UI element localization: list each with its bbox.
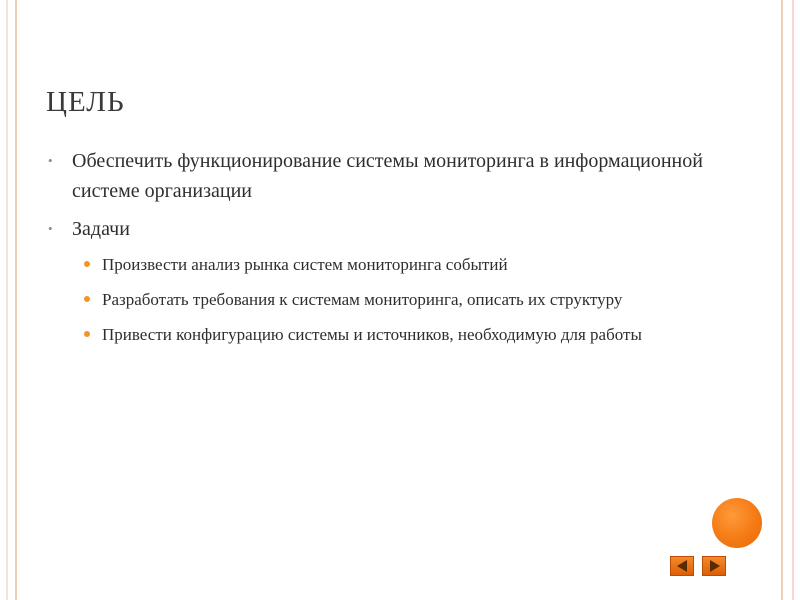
- decorative-orange-circle: [712, 498, 762, 548]
- orange-dot-icon: [84, 261, 90, 267]
- next-slide-button[interactable]: [702, 556, 726, 576]
- bullet-tasks: [46, 214, 726, 244]
- bullet-tasks-text: Задачи: [72, 218, 130, 240]
- frame-right-line: [792, 0, 794, 600]
- bullet-goal: [46, 146, 726, 206]
- triangle-right-icon: [710, 560, 720, 572]
- sub-bullet-task-1: [46, 252, 726, 277]
- triangle-left-icon: [677, 560, 687, 572]
- sub-bullet-task-2-text: Разработать требования к системам мониторинга, описать их структуру: [102, 290, 623, 309]
- bullet-goal-text: Обеспечить функционирование системы мониторинга в информационной системе организации: [72, 150, 703, 202]
- sub-bullet-task-2: [46, 287, 726, 312]
- previous-slide-button[interactable]: [670, 556, 694, 576]
- orange-dot-icon: [84, 296, 90, 302]
- slide-title: ЦЕЛЬ: [46, 86, 125, 118]
- sub-bullet-task-1-text: Произвести анализ рынка систем мониторинга событий: [102, 255, 508, 274]
- orange-dot-icon: [84, 331, 90, 337]
- bullet-marker-icon: •: [48, 153, 53, 168]
- frame-left-line: [6, 0, 8, 600]
- sub-bullet-task-3-text: Привести конфигурацию системы и источников, необходимую для работы: [102, 325, 642, 344]
- slide-content: [46, 146, 726, 357]
- bullet-marker-icon: •: [48, 221, 53, 236]
- sub-bullet-task-3: [46, 322, 726, 347]
